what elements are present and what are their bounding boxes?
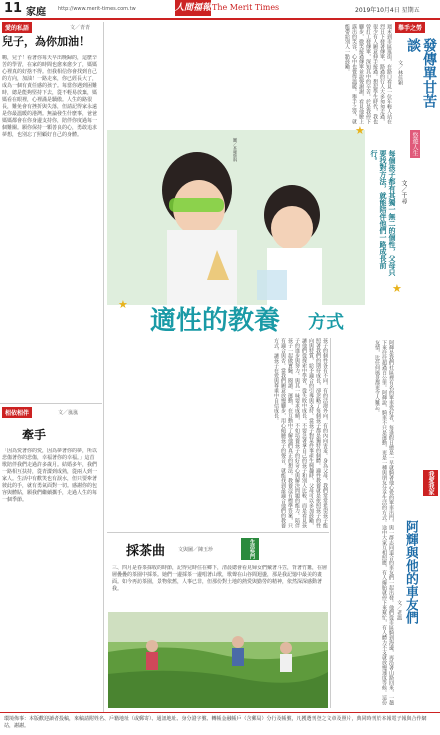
right-top-title: 發傳單甘苦談	[405, 38, 437, 108]
right-bottom-label: 我愛我家	[423, 470, 438, 496]
right-top-body: 週末到市區逛街，在路口看見一位年輕人站在烈日下發著傳單，路過的行人大多匆匆走過，很少有人願意伸手接過。想起學生時代，我也曾打工發傳單，深知其中的辛苦。於是我停下腳步，微笑接過傳單並說聲謝謝，看見他臉上露出的笑容，心中也覺得溫暖。舉手之勞，就能帶給別人一點鼓勵。	[344, 24, 392, 124]
website-url: http://www.merit-times.com.tw	[58, 6, 136, 12]
feature-deck: 每個孩子都有其獨一無二的個性，父母只要找對方法，就能陪伴他們一路成長前行。	[370, 150, 396, 276]
newspaper-logo: 人間福報	[175, 0, 211, 16]
section-label-1: 愛的私語	[2, 22, 32, 33]
right-bottom-author: 文／老溫	[396, 600, 402, 620]
footer-notice: 環境佈事：本版歡迎讀者投稿，來稿請附姓名、戶籍地址（或郵寄）、通訊地址、身分證字號、轉帳金融帳戶（含郵局）分行及帳號，凡獲選刊登之文章及照片，典同時刊於本報電子報與合作網站，謝謝。	[4, 716, 427, 729]
feature-badge: 悠遊人生	[411, 132, 418, 156]
divider	[107, 532, 329, 533]
essay1-body: 嗨，兒子！看著你每天早出晚歸的，這麼辛苦的學習，在家的時間也愈來愈少了，媽媽心裡真的好捨不得。但我相信你會找到自己的方向，加油！一路走來，你已經長大了，成為一個有責任感的孩子。每當你遇到困難時，總是能夠堅持下去，從不輕易放棄，媽媽看在眼裡，心裡滿是驕傲。人生的路很長，難免會有挫折與失落，但請記得家永遠是你最溫暖的港灣。無論發生什麼事，爸爸媽媽都會在你身邊支持你，陪伴你度過每一個難關。願你保持一顆善良的心，勇敢追求夢想，也別忘了照顧好自己的身體。	[2, 55, 98, 138]
issue-date: 2019年10月4日 星期五	[355, 7, 420, 14]
star-icon: ★	[118, 298, 128, 311]
right-bottom-title: 阿輝與他的車友們	[403, 520, 418, 624]
essay2-author: 文／嵐嵐	[58, 410, 79, 416]
feature-title: 適性的教養	[150, 306, 281, 336]
right-column-label: 舉手之勞	[395, 22, 425, 33]
essay2-title: 牽手	[22, 428, 47, 442]
tea-title: 採茶曲	[126, 544, 166, 559]
photo-credit: 圖／本報資料	[233, 138, 238, 162]
tea-photo	[108, 612, 328, 708]
footer-rule	[0, 712, 440, 713]
star-icon: ★	[392, 282, 402, 295]
feature-author: 文／千尋	[400, 180, 407, 204]
right-top-author: 文／林佳穎	[397, 60, 403, 85]
newspaper-logo-en: The Merit Times	[212, 3, 280, 12]
tea-author: 文與圖／陳玉珍	[178, 547, 214, 553]
tea-garden-illustration	[108, 612, 328, 708]
divider	[0, 403, 102, 404]
essay1-author: 文／青青	[70, 25, 91, 31]
feature-title-suffix: 方式	[308, 312, 344, 333]
feature-body: 孩子的個性各有不同，有的活潑外向，有的內向害羞。身為父母，我們常常希望孩子能照著我們的期待成長，卻忽略了每個孩子都是獨特的個體。適性教養就是依照孩子的性向與特質，給予適合的引導與支持。當孩子對某件事產生興趣時，父母可以多加鼓勵，讓他們從探索中學習，從失敗中成長。不要急著拿自己的孩子和別人比較，而是看見孩子的進步與努力。與其一味要求成績，不如培養孩子的好奇心與解決問題的能力。陪伴孩子一起做實驗、閱讀、運動，在互動中了解他們真正的想法。教養沒有標準答案，只有適合與否。當我們願意放慢腳步，用心傾聽孩子的聲音，就能找到最適合他們的教養方式，讓孩子在愛與尊重中自信成長。	[273, 338, 328, 528]
column-rule	[330, 338, 331, 708]
column-rule	[103, 22, 104, 712]
section-label-2: 相依相伴	[2, 407, 32, 418]
section-name: 家庭	[26, 7, 46, 18]
tea-body: 三、四月是春茶採收的時節，記得兒時住在鄉下，清晨總會看見婦女們戴著斗笠，背著竹簍，在層層疊疊的茶園中採茶。她們一邊採茶一邊唱著山歌，歌聲在山谷間迴盪，那是我記憶中最美的畫面。如今再訪茶園，景物依舊，人事已非，但那份對土地的熱愛與勤勞的精神，依然深深感動著我。	[112, 565, 327, 592]
essay1-title: 兒子，為你加油！	[2, 35, 90, 48]
right-bottom-body: 阿輝是我們社區裡有名的單車愛好者，每逢假日總是一早就騎著他心愛的單車出門，與一群志同道合的車友們一起出發。他們從市區騎到海邊，再沿著山路回來，一趟下來往往超過百公里。阿輝說，騎車不只是運動，更是一種與朋友分享生活的方式。途中大家互相照應，有人爆胎就停下來幫忙，有人體力不支就放慢速度等候。這份友情，比任何風景都更令人難忘。	[374, 340, 394, 705]
essay2-body: 「因為愛著你的愛，因為夢著你的夢，所以悲傷著你的悲傷，幸福著你的幸福。」這首歌陪伴我們走過許多歲月。結婚多年，我們一路相互扶持，從青澀到成熟，從兩人到一家人。生活中有歡笑也有淚水，但只要牽著彼此的手，就有勇氣面對一切。感謝你的包容與體貼，願我們繼續攜手，走過人生的每一個季節。	[2, 448, 98, 503]
page-number: 11	[4, 1, 23, 16]
tea-badge: 生活快門	[241, 538, 259, 560]
star-icon: ★	[355, 124, 365, 137]
